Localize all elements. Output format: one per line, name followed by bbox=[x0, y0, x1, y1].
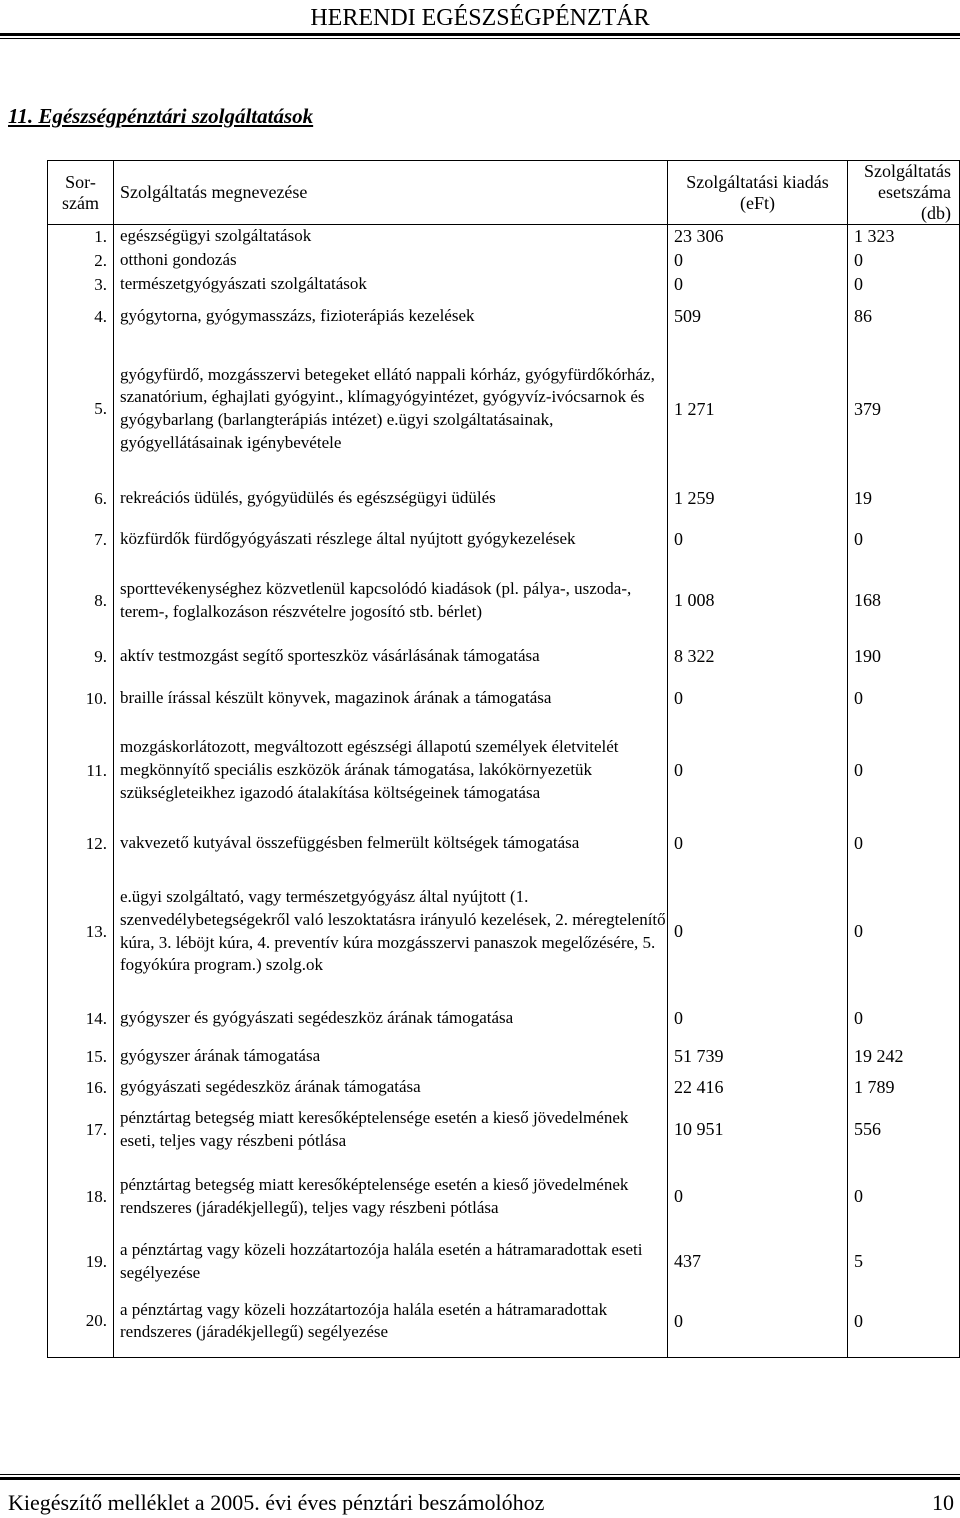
row-expense-amount: 10 951 bbox=[668, 1104, 848, 1156]
table-row bbox=[48, 638, 960, 676]
row-number: 13. bbox=[48, 868, 114, 996]
header-service-name: Szolgáltatás megnevezése bbox=[114, 161, 668, 225]
row-number: 5. bbox=[48, 337, 114, 482]
row-number: 2. bbox=[48, 249, 114, 273]
row-case-count: 0 bbox=[848, 249, 960, 273]
row-number: 9. bbox=[48, 638, 114, 676]
row-expense-amount: 0 bbox=[668, 868, 848, 996]
row-service-name: rekreációs üdülés, gyógyüdülés és egészségügyi üdülés bbox=[114, 482, 668, 516]
row-expense-amount: 1 259 bbox=[668, 482, 848, 516]
row-case-count: 0 bbox=[848, 996, 960, 1042]
row-expense-amount: 0 bbox=[668, 676, 848, 722]
table-row bbox=[48, 1042, 960, 1072]
row-number: 19. bbox=[48, 1238, 114, 1286]
row-service-name: pénztártag betegség miatt keresőképtelensége esetén a kieső jövedelmének rendszeres (járadékjellegű), teljes vagy részbeni pótlása bbox=[114, 1156, 668, 1238]
row-number: 10. bbox=[48, 676, 114, 722]
row-case-count: 1 789 bbox=[848, 1072, 960, 1104]
header-serial-number: Sor- szám bbox=[48, 161, 114, 225]
table-row bbox=[48, 482, 960, 516]
table-row bbox=[48, 249, 960, 273]
row-service-name: braille írással készült könyvek, magazinok árának a támogatása bbox=[114, 676, 668, 722]
table-header-row bbox=[48, 161, 960, 225]
row-service-name: mozgáskorlátozott, megváltozott egészségi állapotú személyek életvitelét megkönnyítő speciális eszközök árának támogatása, lakókörnyezetük szükségleteikhez igazodó átalakítása költségeinek támogatása bbox=[114, 722, 668, 820]
row-service-name: pénztártag betegség miatt keresőképtelensége esetén a kieső jövedelmének eseti, teljes vagy részbeni pótlása bbox=[114, 1104, 668, 1156]
page-footer bbox=[8, 1490, 954, 1516]
row-case-count: 0 bbox=[848, 722, 960, 820]
row-service-name: otthoni gondozás bbox=[114, 249, 668, 273]
row-expense-amount: 51 739 bbox=[668, 1042, 848, 1072]
table-row bbox=[48, 225, 960, 249]
header-rule-thin bbox=[0, 38, 960, 39]
row-number: 6. bbox=[48, 482, 114, 516]
row-service-name: egészségügyi szolgáltatások bbox=[114, 225, 668, 249]
row-number: 8. bbox=[48, 564, 114, 638]
header-rule-thick bbox=[0, 33, 960, 36]
table-row bbox=[48, 996, 960, 1042]
row-expense-amount: 0 bbox=[668, 273, 848, 297]
page-number: 10 bbox=[932, 1490, 954, 1515]
row-number: 12. bbox=[48, 820, 114, 868]
row-case-count: 168 bbox=[848, 564, 960, 638]
row-case-count: 86 bbox=[848, 297, 960, 337]
footer-rule-thick bbox=[0, 1477, 960, 1480]
row-number: 17. bbox=[48, 1104, 114, 1156]
row-expense-amount: 23 306 bbox=[668, 225, 848, 249]
row-service-name: gyógyszer árának támogatása bbox=[114, 1042, 668, 1072]
table-row bbox=[48, 516, 960, 564]
table-row bbox=[48, 337, 960, 482]
row-case-count: 0 bbox=[848, 676, 960, 722]
row-number: 11. bbox=[48, 722, 114, 820]
row-number: 15. bbox=[48, 1042, 114, 1072]
row-case-count: 19 242 bbox=[848, 1042, 960, 1072]
row-expense-amount: 437 bbox=[668, 1238, 848, 1286]
header-case-count: Szolgáltatás esetszáma (db) bbox=[848, 161, 960, 225]
row-expense-amount: 8 322 bbox=[668, 638, 848, 676]
header-expense-amount: Szolgáltatási kiadás (eFt) bbox=[668, 161, 848, 225]
row-number: 1. bbox=[48, 225, 114, 249]
row-expense-amount: 0 bbox=[668, 820, 848, 868]
row-number: 20. bbox=[48, 1286, 114, 1358]
row-service-name: természetgyógyászati szolgáltatások bbox=[114, 273, 668, 297]
table-row bbox=[48, 1104, 960, 1156]
row-service-name: gyógyászati segédeszköz árának támogatása bbox=[114, 1072, 668, 1104]
row-expense-amount: 0 bbox=[668, 516, 848, 564]
row-number: 4. bbox=[48, 297, 114, 337]
table-row bbox=[48, 1156, 960, 1238]
row-service-name: a pénztártag vagy közeli hozzátartozója halála esetén a hátramaradottak rendszeres (járadékjellegű) segélyezése bbox=[114, 1286, 668, 1358]
row-case-count: 0 bbox=[848, 1156, 960, 1238]
table-row bbox=[48, 820, 960, 868]
table-row bbox=[48, 722, 960, 820]
row-service-name: vakvezető kutyával összefüggésben felmerült költségek támogatása bbox=[114, 820, 668, 868]
table-row bbox=[48, 564, 960, 638]
row-case-count: 0 bbox=[848, 1286, 960, 1358]
table-row bbox=[48, 868, 960, 996]
row-expense-amount: 509 bbox=[668, 297, 848, 337]
row-case-count: 0 bbox=[848, 273, 960, 297]
table-row bbox=[48, 297, 960, 337]
table-row bbox=[48, 1286, 960, 1358]
row-service-name: gyógyfürdő, mozgásszervi betegeket ellátó nappali kórház, gyógyfürdőkórház, szanatórium, éghajlati gyógyint., klímagyógyintézet, gyógyvíz-ivócsarnok és gyógybarlang (barlangterápiás intézet) e.ügyi szolgáltatásainak, gyógyellátásainak igénybevétele bbox=[114, 337, 668, 482]
row-expense-amount: 0 bbox=[668, 722, 848, 820]
row-service-name: sporttevékenységhez közvetlenül kapcsolódó kiadások (pl. pálya-, uszoda-, terem-, foglalkozáson részvételre jogosító stb. bérlet) bbox=[114, 564, 668, 638]
row-expense-amount: 0 bbox=[668, 249, 848, 273]
row-expense-amount: 0 bbox=[668, 1156, 848, 1238]
row-number: 18. bbox=[48, 1156, 114, 1238]
row-case-count: 0 bbox=[848, 516, 960, 564]
row-case-count: 379 bbox=[848, 337, 960, 482]
row-service-name: a pénztártag vagy közeli hozzátartozója halála esetén a hátramaradottak eseti segélyezése bbox=[114, 1238, 668, 1286]
document-header-title: HERENDI EGÉSZSÉGPÉNZTÁR bbox=[310, 5, 650, 31]
row-expense-amount: 0 bbox=[668, 996, 848, 1042]
table-row bbox=[48, 1072, 960, 1104]
row-service-name: közfürdők fürdőgyógyászati részlege által nyújtott gyógykezelések bbox=[114, 516, 668, 564]
footer-rule-thin bbox=[0, 1474, 960, 1475]
row-expense-amount: 1 271 bbox=[668, 337, 848, 482]
row-expense-amount: 1 008 bbox=[668, 564, 848, 638]
footer-text: Kiegészítő melléklet a 2005. évi éves pénztári beszámolóhoz bbox=[8, 1490, 545, 1515]
row-case-count: 556 bbox=[848, 1104, 960, 1156]
row-case-count: 5 bbox=[848, 1238, 960, 1286]
services-table bbox=[47, 160, 960, 1358]
section-title: 11. Egészségpénztári szolgáltatások bbox=[8, 104, 314, 128]
table-row bbox=[48, 676, 960, 722]
row-service-name: gyógyszer és gyógyászati segédeszköz árának támogatása bbox=[114, 996, 668, 1042]
table-row bbox=[48, 1238, 960, 1286]
row-number: 7. bbox=[48, 516, 114, 564]
row-number: 3. bbox=[48, 273, 114, 297]
row-service-name: gyógytorna, gyógymasszázs, fizioterápiás kezelések bbox=[114, 297, 668, 337]
row-number: 14. bbox=[48, 996, 114, 1042]
table-row bbox=[48, 273, 960, 297]
row-service-name: aktív testmozgást segítő sporteszköz vásárlásának támogatása bbox=[114, 638, 668, 676]
row-case-count: 0 bbox=[848, 820, 960, 868]
row-service-name: e.ügyi szolgáltató, vagy természetgyógyász által nyújtott (1. szenvedélybetegségekről való leszoktatásra irányuló kezelések, 2. méregtelenítő kúra, 3. léböjt kúra, 4. preventív kúra mozgásszervi panaszok megelőzésére, 5. fogyókúra program.) szolg.ok bbox=[114, 868, 668, 996]
row-expense-amount: 0 bbox=[668, 1286, 848, 1358]
row-case-count: 1 323 bbox=[848, 225, 960, 249]
row-case-count: 0 bbox=[848, 868, 960, 996]
row-case-count: 19 bbox=[848, 482, 960, 516]
row-number: 16. bbox=[48, 1072, 114, 1104]
row-expense-amount: 22 416 bbox=[668, 1072, 848, 1104]
row-case-count: 190 bbox=[848, 638, 960, 676]
